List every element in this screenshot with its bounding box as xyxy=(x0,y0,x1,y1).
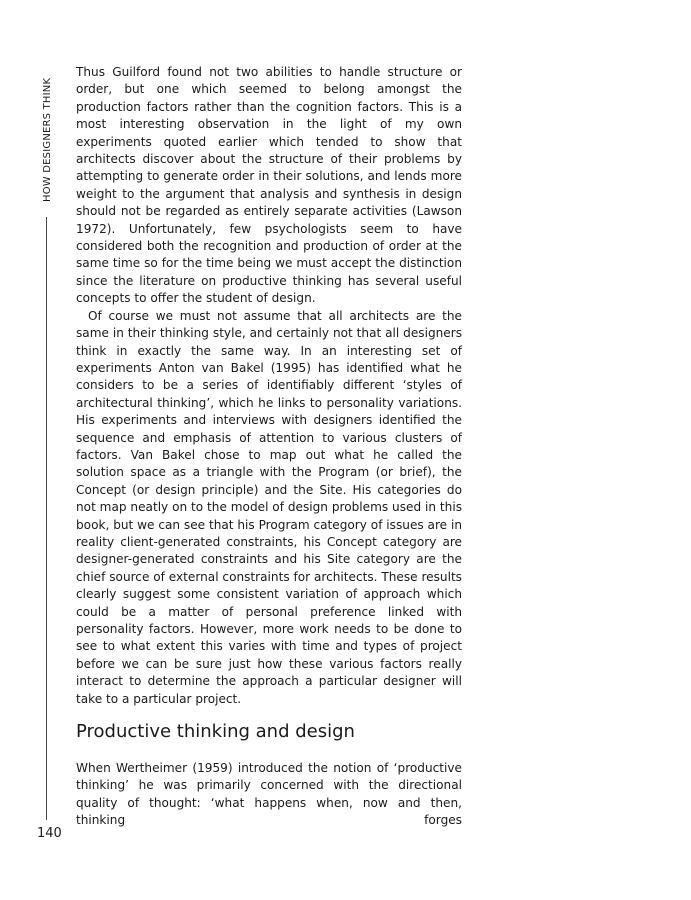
running-head: HOW DESIGNERS THINK xyxy=(42,77,53,202)
section-paragraph-1: When Wertheimer (1959) introduced the notion of ‘productive thinking’ he was primarily concerned with the directional quality of thought: ‘what happens when, now and then, thinking forges xyxy=(76,761,462,828)
paragraph-1: Thus Guilford found not two abilities to handle structure or order, but one which seemed to belong amongst the production factors rather than the cognition factors. This is a most interesting observation in the light of my own experiments quoted earlier which tended to show that architects discover about the structure of their problems by attempting to generate order in their solutions, and lends more weight to the argument that analysis and synthesis in design should not be regarded as entirely separate activities (Lawson 1972). Unfortunately, few psychologists seem to have considered both the recognition and production of order at the same time so for the time being we must accept the distinction since the literature on productive thinking has several useful concepts to offer the student of design. xyxy=(76,65,462,306)
section-heading: Productive thinking and design xyxy=(76,721,355,742)
body-text xyxy=(76,64,462,708)
section-body xyxy=(76,760,462,830)
margin-rule xyxy=(46,217,47,820)
page-number: 140 xyxy=(37,826,62,841)
paragraph-2: Of course we must not assume that all architects are the same in their thinking style, and certainly not that all designers think in exactly the same way. In an interesting set of experiments Anton van Bakel (1995) has identified what he considers to be a series of identifiably different ‘styles of architectural thinking’, which he links to personality variations. His experiments and interviews with designers identified the sequence and emphasis of attention to various clusters of factors. Van Bakel chose to map out what he called the solution space as a triangle with the Program (or brief), the Concept (or design principle) and the Site. His categories do not map neatly on to the model of design problems used in this book, but we can see that his Program category of issues are in reality client-generated constraints, his Concept category are designer-generated constraints and his Site category are the chief source of external constraints for architects. These results clearly suggest some consistent variation of approach which could be a matter of personal preference linked with personality factors. However, more work needs to be done to see to what extent this varies with time and types of project before we can be sure just how these various factors really interact to determine the approach a particular designer will take to a particular project. xyxy=(76,308,462,706)
